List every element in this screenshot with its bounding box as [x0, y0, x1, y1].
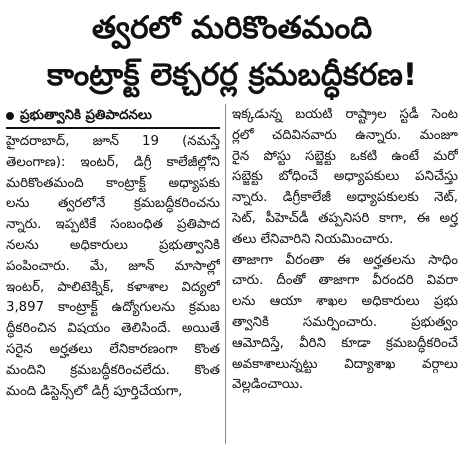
article-line: పంపించారు. మే, జూన్ మాసాల్లో: [6, 258, 220, 274]
article-line: తెలంగాణ): ఇంటర్, డిగ్రీ కాలేజీల్లోని: [6, 154, 220, 170]
article-line: లను త్వరలోనే క్రమబద్ధీకరించను: [6, 196, 220, 212]
headline-line-2: కాంట్రాక్ట్ లెక్చరర్ల క్రమబద్ధీకరణ!: [46, 57, 418, 93]
article-line: ర్లలో చదివినవారు ఉన్నారు. మంజూ: [232, 127, 458, 143]
article-line: 3,897 కాంట్రాక్ట్ ఉద్యోగులను క్రమబ: [6, 300, 220, 316]
bullet-icon: [6, 112, 14, 120]
article-line: సరైన అర్హతలు లేనికారణంగా కొంత: [6, 341, 220, 357]
article-line: న్నారు. డిగ్రీకాలేజీ అధ్యాపకులకు నెట్,: [232, 190, 458, 206]
article-line: నలను అధికారులు ప్రభుత్వానికి: [6, 237, 220, 253]
article-line: ద్ధీకరించిన విషయం తెలిసిందే. అయితే: [6, 321, 220, 337]
article-line: అవకాశాలున్నట్టు విద్యాశాఖ వర్గాలు: [232, 356, 458, 372]
article-line: మరికొంతమంది కాంట్రాక్ట్ అధ్యాపకు: [6, 175, 220, 191]
article-line: లను ఆయా శాఖల అధికారులు ప్రభు: [232, 294, 458, 310]
article-line: సబ్జెక్టు బోధించే అధ్యాపకులు పనిచేస్తు: [232, 169, 458, 185]
article-column-right: [232, 105, 458, 396]
article-line: సెట్, పీహెచ్‌డీ తప్పనిసరి కాగా, ఈ అర్హ: [232, 210, 458, 226]
article-line: హైదరాబాద్, జూన్ 19 (నమస్తే: [6, 134, 220, 149]
article-column-left: [6, 105, 220, 402]
article-line: వెల్లడించాయి.: [232, 377, 304, 393]
headline-line-1: త్వరలో మరికొంతమంది: [91, 10, 373, 46]
column-divider: [225, 104, 226, 444]
article-line: ఆమోదిస్తే, వీరిని కూడా క్రమబద్ధీకరించే: [232, 335, 458, 351]
article-line: త్వానికి సమర్పించారు. ప్రభుత్వం: [232, 314, 458, 330]
article-line: ఇంటర్, పాలిటెక్నిక్, కళాశాల విద్యలో: [6, 279, 220, 295]
article-line: చారు. దీంతో తాజాగా వీరందరి వివరా: [232, 273, 458, 289]
article-line: మందిని క్రమబద్ధీకరించలేదు. కొంత: [6, 362, 220, 378]
left-column-text: [6, 132, 220, 402]
article-line: ఇక్కడున్న బయటి రాష్ట్రాల స్టడీ సెంట: [232, 107, 458, 122]
subheading-underline: [6, 127, 220, 129]
article-subheading: [6, 105, 220, 127]
article-line: మంది డిస్టెన్స్‌లో డిగ్రీ పూర్తిచేయగా,: [6, 383, 183, 399]
article-line: న్నారు. ఇప్పటికే సంబంధిత ప్రతిపాద: [6, 217, 220, 233]
subheading-text: ప్రభుత్వానికి ప్రతిపాదనలు: [20, 108, 152, 123]
right-column-text: [232, 105, 458, 396]
article-line: తాజాగా వీరంతా ఈ అర్హతలను సాధిం: [232, 252, 458, 268]
article-line: తలు లేనివారిని నియమించారు.: [232, 231, 394, 247]
article-line: రైన పోస్టు సబ్జెక్టు ఒకటి ఉంటే మరో: [232, 148, 458, 164]
